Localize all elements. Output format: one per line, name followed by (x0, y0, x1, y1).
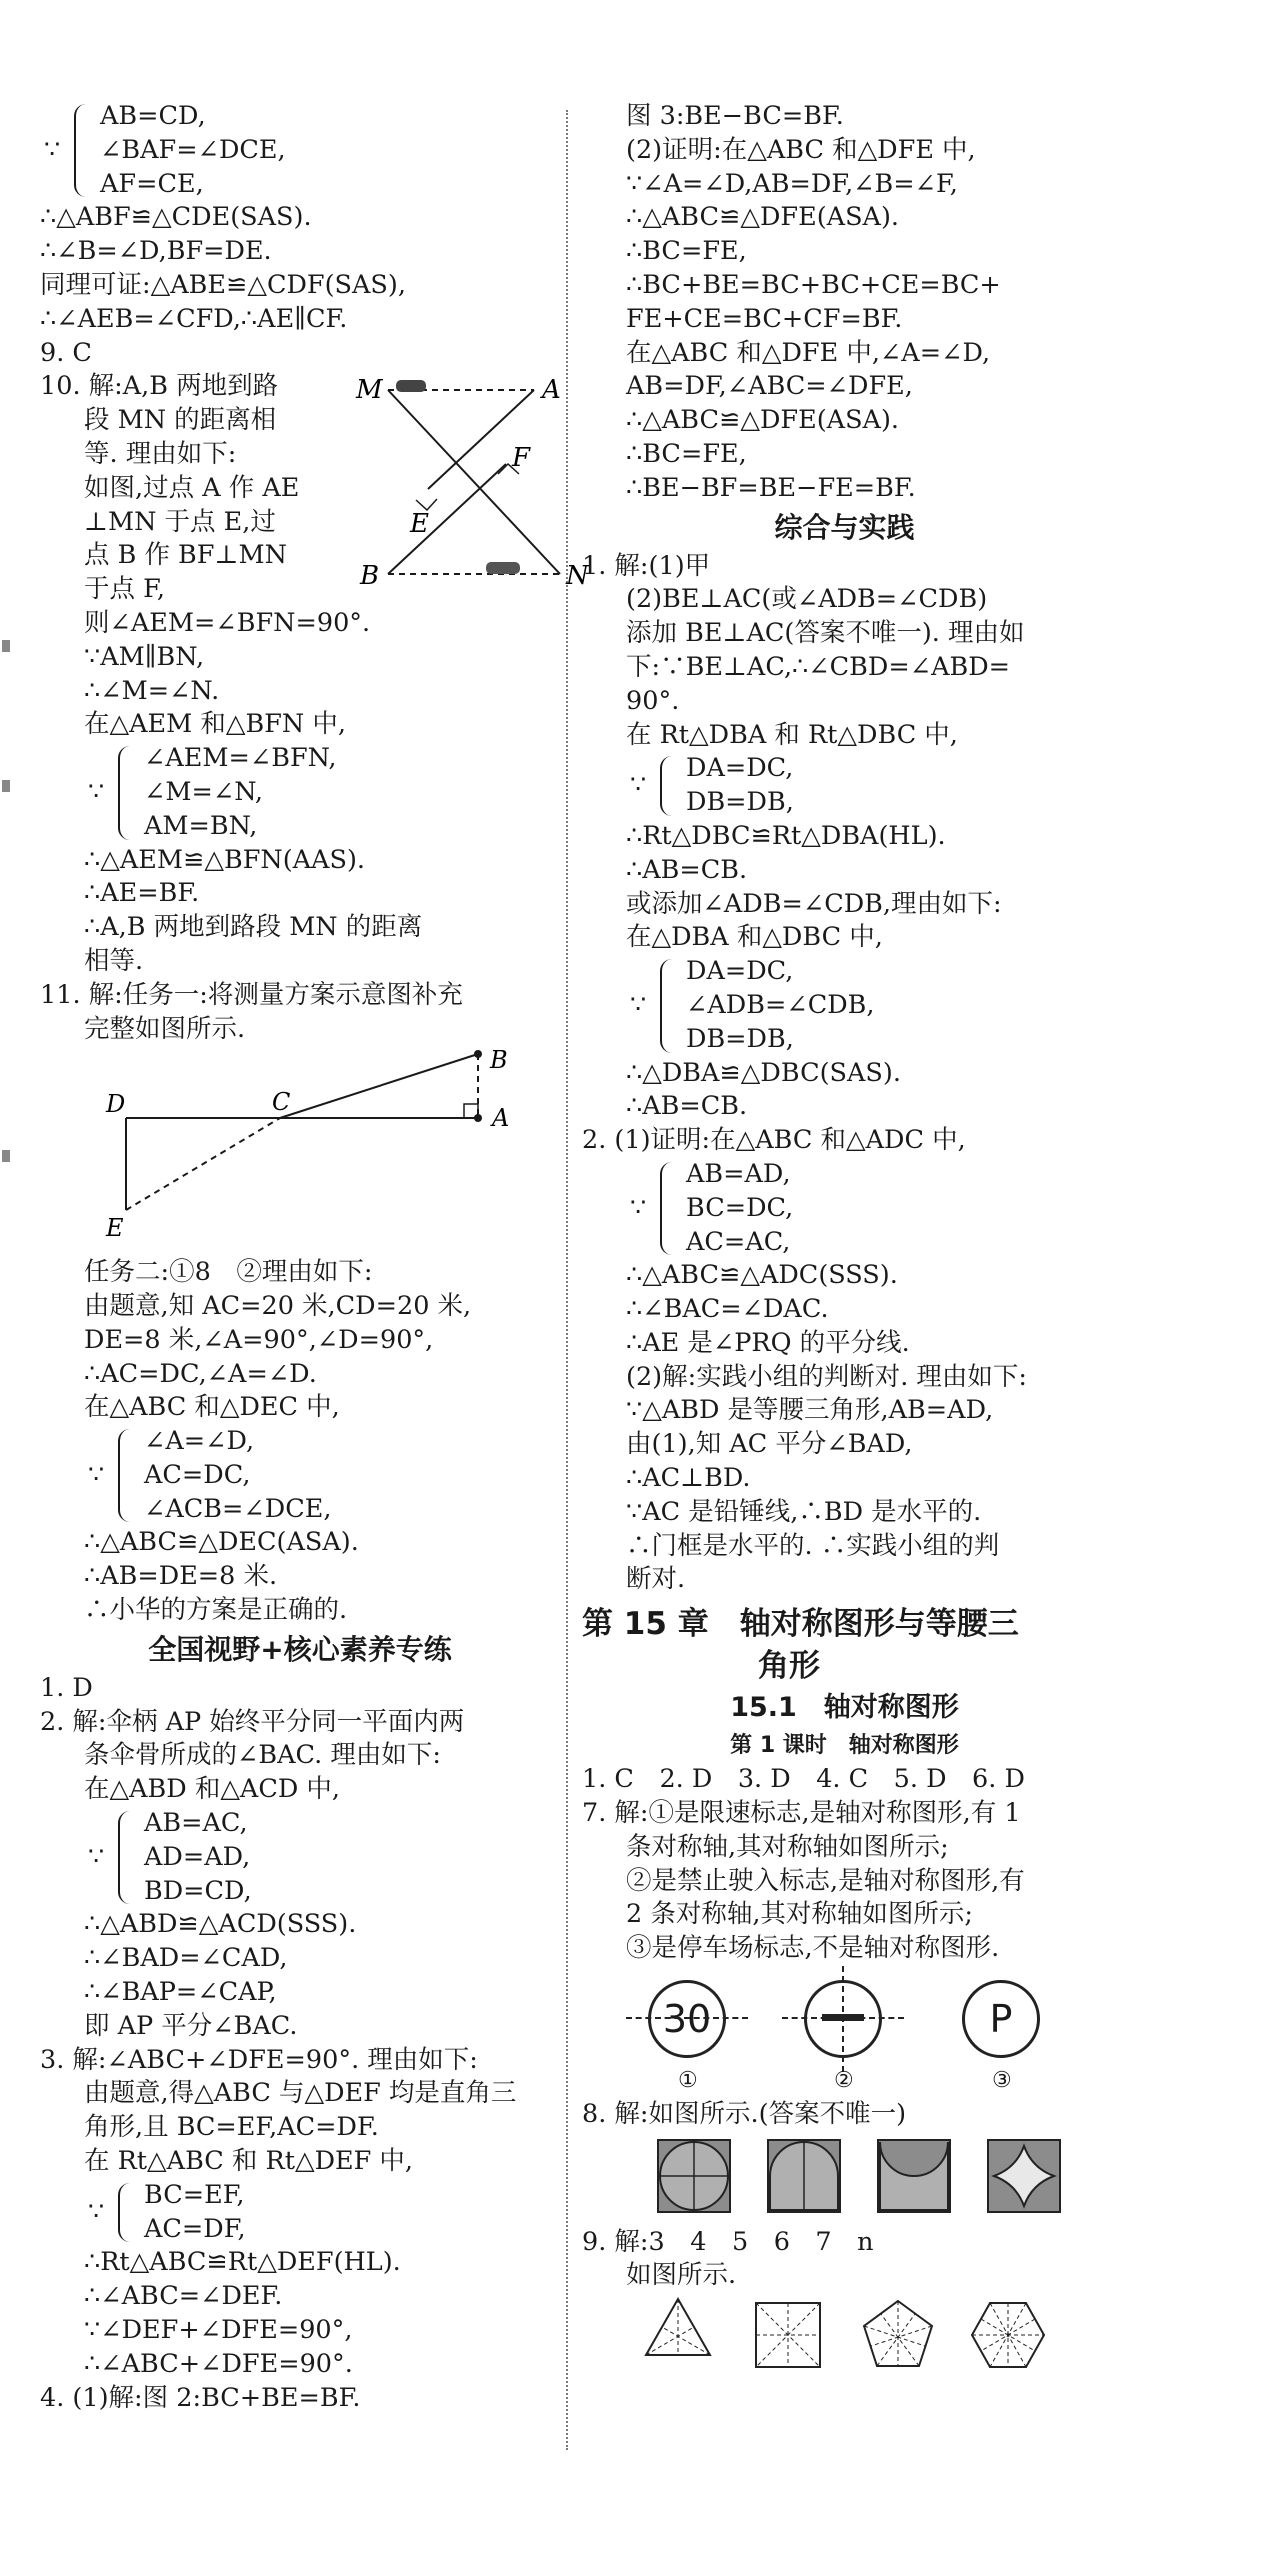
text-line: ∴BC+BE=BC+BC+CE=BC+ (626, 269, 1001, 300)
car-icon (486, 562, 520, 574)
text-line: ∠ADB=∠CDB, (686, 989, 875, 1020)
text-line: DB=DB, (686, 787, 794, 818)
text-line: ∴BE−BF=BE−FE=BF. (626, 472, 916, 503)
tile-2 (768, 2140, 840, 2212)
left-column (40, 100, 589, 2415)
text-line: ∴门框是水平的. ∴实践小组的判 (626, 1530, 1000, 1561)
text-line: ∴A,B 两地到路段 MN 的距离 (84, 912, 423, 943)
text-line: ∴BC=FE, (626, 236, 747, 267)
system-block: ∵ BC=EF, AC=DF, (84, 2179, 560, 2247)
text-line: 90°. (626, 685, 680, 716)
text-line: (2)证明:在△ABC 和△DFE 中, (626, 134, 976, 165)
text-line: DA=DC, (686, 753, 794, 784)
text-line: ∴∠M=∠N. (84, 675, 220, 706)
text-line: ∴AB=CB. (626, 1091, 748, 1122)
tile-3 (878, 2140, 950, 2212)
text-line: ∴Rt△DBC≌Rt△DBA(HL). (626, 820, 946, 851)
text-line: AB=AD, (686, 1158, 791, 1189)
text-line: 即 AP 平分∠BAC. (84, 2010, 298, 2041)
text-line: 1. 解:(1)甲 (582, 550, 711, 581)
line-bf (388, 464, 506, 574)
text-line: ∴AC=DC,∠A=∠D. (84, 1358, 317, 1389)
text-line: (2)BE⊥AC(或∠ADB=∠CDB) (626, 584, 988, 615)
text-line: FE+CE=BC+CF=BF. (626, 303, 903, 334)
text-line: ③是停车场标志,不是轴对称图形. (626, 1933, 1000, 1964)
q9-figure (582, 2293, 1082, 2379)
text-line: 断对. (626, 1564, 686, 1595)
pentagon-figure (864, 2301, 932, 2366)
answer-line: 9. C (40, 337, 92, 368)
axis-line (842, 1966, 844, 2072)
q8-figure (582, 2132, 1082, 2216)
text-line: 如图所示. (626, 2260, 737, 2291)
text-line: ②是禁止驶入标志,是轴对称图形,有 (626, 1865, 1025, 1896)
text-line: ⊥MN 于点 E,过 (84, 506, 276, 537)
text-line: 等. 理由如下: (84, 438, 237, 469)
text-line: ∴△DBA≌△DBC(SAS). (626, 1057, 901, 1088)
text-line: ∴BC=FE, (626, 438, 747, 469)
text-line: 8. 解:如图所示.(答案不唯一) (582, 2099, 907, 2130)
edge-mark (2, 640, 10, 652)
line-cb (280, 1054, 478, 1118)
q11-figure (40, 1046, 540, 1246)
text-line: 或添加∠ADB=∠CDB,理由如下: (626, 888, 1002, 919)
text-line: 11. 解:任务一:将测量方案示意图补充 (40, 979, 463, 1010)
text-line: 则∠AEM=∠BFN=90°. (84, 607, 371, 638)
text-line: ∴AB=DE=8 米. (84, 1561, 278, 1592)
text-line: ∵AM∥BN, (84, 641, 205, 672)
text-line: 条对称轴,其对称轴如图所示; (626, 1831, 949, 1862)
text-line: 条伞骨所成的∠BAC. 理由如下: (84, 1740, 441, 1771)
text-line: 完整如图所示. (84, 1013, 246, 1044)
tile-1 (658, 2140, 730, 2212)
point-label: E (410, 509, 429, 540)
edge-mark (2, 780, 10, 792)
text-line: AC=DF, (144, 2213, 246, 2244)
text-line: ∵∠A=∠D,AB=DF,∠B=∠F, (626, 168, 958, 199)
text-line: 7. 解:①是限速标志,是轴对称图形,有 1 (582, 1798, 1021, 1829)
text-line: 于点 F, (84, 574, 165, 605)
text-line: ∴AE 是∠PRQ 的平分线. (626, 1327, 910, 1358)
text-line: 在 Rt△DBA 和 Rt△DBC 中, (626, 719, 958, 750)
text-line: ∴∠ABC=∠DEF. (84, 2281, 283, 2312)
text-line: AB=CD, (100, 101, 206, 131)
text-line: AM=BN, (144, 810, 258, 841)
text-line: 在 Rt△ABC 和 Rt△DEF 中, (84, 2146, 414, 2177)
system-block: ∵ DA=DC, DB=DB, (626, 752, 1107, 820)
speed-limit-sign (648, 1980, 726, 2058)
text-line: BD=CD, (144, 1875, 252, 1906)
text-line: 由(1),知 AC 平分∠BAD, (626, 1429, 913, 1460)
subsection-title: 15.1 轴对称图形 (730, 1692, 959, 1724)
text-line: DB=DB, (686, 1023, 794, 1054)
line-mn (388, 390, 560, 574)
q10-figure (352, 366, 592, 596)
sign-label: ③ (992, 2068, 1012, 2094)
text-line: 9. 解:3 4 5 6 7 n (582, 2226, 874, 2257)
text-line: 由题意,得△ABC 与△DEF 均是直角三 (84, 2078, 517, 2109)
text-line: 由题意,知 AC=20 米,CD=20 米, (84, 1290, 472, 1321)
text-line: 2. (1)证明:在△ABC 和△ADC 中, (582, 1125, 966, 1156)
system-block: ∵ ∠A=∠D, AC=DC, ∠ACB=∠DCE, (84, 1425, 560, 1526)
text-line: ∴∠B=∠D,BF=DE. (40, 236, 272, 267)
answer-line: 1. D (40, 1672, 93, 1703)
axis-line (626, 2017, 748, 2019)
text-line: ∵AC 是铅锤线,∴BD 是水平的. (626, 1496, 982, 1527)
q10-block (40, 370, 589, 607)
text-line: 添加 BE⊥AC(答案不唯一). 理由如 (626, 618, 1025, 649)
text-line: 段 MN 的距离相 (84, 405, 277, 436)
point-label: E (106, 1214, 124, 1243)
text-line: ∠A=∠D, (144, 1426, 255, 1457)
text-line: ∴△ABF≌△CDE(SAS). (40, 202, 312, 233)
system-block: ∵ DA=DC, ∠ADB=∠CDB, DB=DB, (626, 955, 1107, 1056)
text-line: AD=AD, (144, 1841, 251, 1872)
no-entry-sign (804, 1980, 882, 2068)
text-line: ∠M=∠N, (144, 776, 263, 807)
point-label: N (566, 561, 589, 592)
text-line: ∴小华的方案是正确的. (84, 1595, 348, 1626)
line-ec (126, 1118, 280, 1210)
text-line: ∴∠BAD=∠CAD, (84, 1943, 288, 1974)
system-block: ∵ AB=AD, BC=DC, AC=AC, (626, 1158, 1107, 1259)
text-line: 如图,过点 A 作 AE (84, 472, 300, 503)
text-line: ∴AE=BF. (84, 878, 200, 909)
point-label: C (272, 1088, 291, 1117)
traffic-signs-figure (582, 1966, 1107, 2098)
parking-icon: P (962, 1980, 1040, 2058)
text-line: ∴△ABC≌△ADC(SSS). (626, 1260, 898, 1291)
text-line: 3. 解:∠ABC+∠DFE=90°. 理由如下: (40, 2044, 478, 2075)
right-column (582, 100, 1107, 2389)
text-line: ∠ACB=∠DCE, (144, 1493, 332, 1524)
square-figure (756, 2303, 820, 2367)
text-line: 2. 解:伞柄 AP 始终平分同一平面内两 (40, 1706, 465, 1737)
text-line: ∴∠ABC+∠DFE=90°. (84, 2348, 353, 2379)
text-line: 在△ABD 和△ACD 中, (84, 1774, 341, 1805)
text-line: ∵△ABD 是等腰三角形,AB=AD, (626, 1395, 994, 1426)
text-line: 图 3:BE−BC=BF. (626, 101, 844, 131)
point-label: M (356, 375, 383, 406)
text-line: 4. (1)解:图 2:BC+BE=BF. (40, 2382, 361, 2413)
point-a (474, 1114, 482, 1122)
text-line: ∴△ABC≌△DFE(ASA). (626, 405, 900, 436)
text-line: BC=EF, (144, 2179, 245, 2210)
point-label: D (106, 1090, 126, 1119)
text-line: AC=DC, (144, 1459, 251, 1490)
section-title: 综合与实践 (774, 510, 915, 544)
lesson-title: 第 1 课时 轴对称图形 (730, 1733, 959, 1759)
text-line: ∠BAF=∠DCE, (100, 134, 286, 165)
text-line: ∴△ABC≌△DFE(ASA). (626, 202, 900, 233)
text-line: 同理可证:△ABE≌△CDF(SAS), (40, 269, 406, 300)
text-line: ∴Rt△ABC≌Rt△DEF(HL). (84, 2247, 401, 2278)
edge-mark (2, 1150, 10, 1162)
text-line: 2 条对称轴,其对称轴如图所示; (626, 1899, 974, 1930)
text-line: AB=DF,∠ABC=∠DFE, (626, 371, 913, 402)
point-label: F (512, 443, 531, 474)
text-line: ∴∠BAP=∠CAP, (84, 1977, 277, 2008)
sign-label: ① (678, 2068, 698, 2094)
parking-sign (962, 1980, 1040, 2058)
text-line: 点 B 作 BF⊥MN (84, 540, 287, 571)
sign-label: ② (834, 2068, 854, 2094)
text-line: AC=AC, (686, 1226, 791, 1257)
text-line: ∴△ABD≌△ACD(SSS). (84, 1909, 357, 1940)
system-block: ∵ AB=AC, AD=AD, BD=CD, (84, 1807, 560, 1908)
system-block: ∵ AB=CD, ∠BAF=∠DCE, AF=CE, (40, 100, 560, 201)
text-line: ∴△ABC≌△DEC(ASA). (84, 1527, 359, 1558)
text-line: BC=DC, (686, 1192, 794, 1223)
point-label: A (492, 1104, 510, 1133)
text-line: 在△ABC 和△DEC 中, (84, 1392, 340, 1423)
point-label: A (542, 375, 561, 406)
text-line: 下:∵BE⊥AC,∴∠CBD=∠ABD= (626, 651, 1011, 682)
system-block: ∵ ∠AEM=∠BFN, ∠M=∠N, AM=BN, (84, 742, 560, 843)
text-line: 10. 解:A,B 两地到路 (40, 371, 279, 402)
point-label: B (360, 561, 380, 592)
text-line: DA=DC, (686, 956, 794, 987)
text-line: 任务二:①8 ②理由如下: (84, 1257, 373, 1288)
text-line: 在△DBA 和△DBC 中, (626, 922, 883, 953)
text-line: 角形,且 BC=EF,AC=DF. (84, 2112, 379, 2143)
car-icon (396, 380, 426, 392)
point-label: B (490, 1046, 508, 1075)
text-line: 在△ABC 和△DFE 中,∠A=∠D, (626, 337, 991, 368)
section-title: 全国视野+核心素养专练 (148, 1632, 452, 1666)
text-line: 在△AEM 和△BFN 中, (84, 709, 346, 740)
hexagon-figure (972, 2303, 1044, 2367)
chapter-title: 角形 (758, 1648, 820, 1685)
text-line: ∵∠DEF+∠DFE=90°, (84, 2315, 353, 2346)
answer-line: 1. C 2. D 3. D 4. C 5. D 6. D (582, 1764, 1025, 1795)
chapter-title: 第 15 章 轴对称图形与等腰三 (582, 1606, 1019, 1643)
text-line: 相等. (84, 945, 144, 976)
text-line: AB=AC, (144, 1808, 248, 1839)
text-line: ∴∠BAC=∠DAC. (626, 1294, 829, 1325)
text-line: AF=CE, (100, 168, 204, 199)
point-b (474, 1050, 482, 1058)
text-line: (2)解:实践小组的判断对. 理由如下: (626, 1361, 1028, 1392)
text-line: ∴AC⊥BD. (626, 1463, 751, 1494)
text-line: ∴∠AEB=∠CFD,∴AE∥CF. (40, 303, 348, 334)
speed-limit-icon: 30 (648, 1980, 726, 2058)
text-line: ∴AB=CB. (626, 854, 748, 885)
text-line: ∠AEM=∠BFN, (144, 743, 337, 774)
triangle-figure (646, 2299, 710, 2355)
text-line: DE=8 米,∠A=90°,∠D=90°, (84, 1324, 434, 1355)
tile-4 (988, 2140, 1060, 2212)
text-line: ∴△AEM≌△BFN(AAS). (84, 844, 365, 875)
